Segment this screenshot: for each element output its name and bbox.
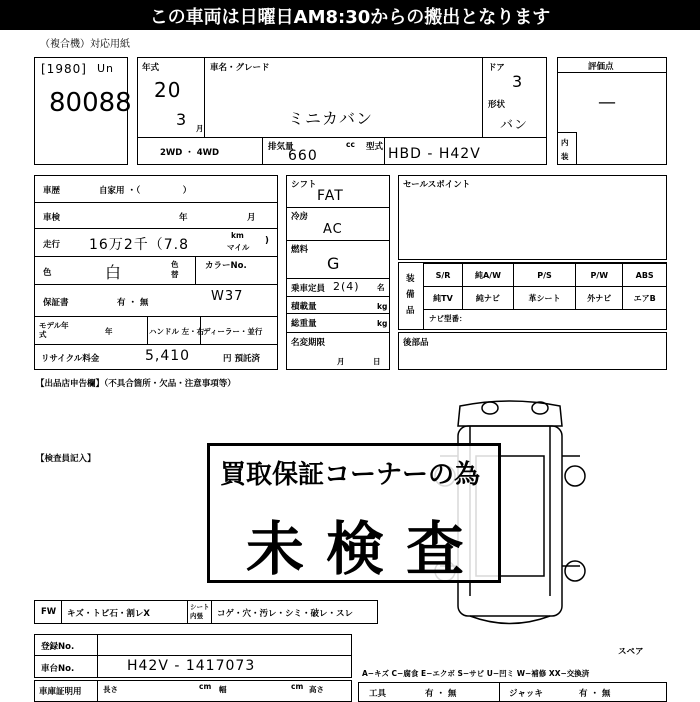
equip-navi: 純ナビ <box>463 287 514 310</box>
year-month-unit: 月 <box>196 124 204 133</box>
registration-label: 登録No. <box>41 642 75 652</box>
cert-width-unit: cm <box>291 682 304 691</box>
equipment-table <box>423 263 667 310</box>
model-year-year: 年 <box>105 327 113 336</box>
displacement-unit: cc <box>346 140 355 149</box>
stock-suffix: Un <box>97 62 115 75</box>
header-line: （複合機）対応用紙 <box>40 39 130 50</box>
recycle-unit: 円 預託済 <box>223 354 260 364</box>
weight-unit: kg <box>377 319 388 328</box>
mileage-close: ) <box>265 236 269 246</box>
color-no-label: カラーNo. <box>205 261 247 271</box>
banner-text: この車両は日曜日AM8:30からの搬出となります <box>149 7 551 28</box>
equip-ext-navi: 外ナビ <box>576 287 623 310</box>
equipment-label: 装備品 <box>406 274 415 316</box>
tools-box <box>358 682 667 702</box>
equip-sr: S/R <box>424 264 463 287</box>
interior-label: 内装 <box>561 138 569 161</box>
score-label: 評価点 <box>588 62 614 72</box>
mileage-label: 走行 <box>43 240 61 250</box>
warranty-label: 保証書 <box>43 298 69 308</box>
model-value: HBD - H42V <box>388 146 481 162</box>
capacity-unit: 名 <box>377 283 385 292</box>
inspection-month: 月 <box>247 213 256 223</box>
stock-code: [1980] <box>41 62 87 76</box>
recycle-value: 5,410 <box>145 348 191 364</box>
registration-box <box>34 634 352 678</box>
rear-seat-box <box>398 332 667 370</box>
cert-box <box>34 680 352 702</box>
capacity-label: 乗車定員 <box>291 284 326 294</box>
name-change-label: 名変期限 <box>291 338 326 348</box>
equip-ps: P/S <box>513 264 575 287</box>
equip-airbag: エアB <box>623 287 667 310</box>
equipment-box <box>398 262 667 330</box>
cert-label: 車庫証明用 <box>39 687 82 697</box>
color-change-label: 色替 <box>171 260 179 279</box>
door-value: 3 <box>512 72 524 91</box>
fuel-value: G <box>327 254 341 273</box>
capacity-value: 2(4) <box>333 280 360 293</box>
jack-value: 有 ・ 無 <box>579 689 611 699</box>
load-label: 積載量 <box>291 302 317 312</box>
cert-width: 幅 <box>219 685 227 694</box>
inspection-label: 車検 <box>43 213 61 223</box>
fuel-label: 燃料 <box>291 245 309 255</box>
legend-box <box>34 600 378 624</box>
name-value: ミニカバン <box>288 109 374 128</box>
equipment-navi: ナビ型番： <box>429 314 467 323</box>
color-no-value: W37 <box>211 289 244 304</box>
name-change-day: 日 <box>373 357 381 366</box>
color-label: 色 <box>43 268 52 278</box>
inspector-label: 【検査員記入】 <box>36 454 96 464</box>
history-value: 自家用 ・（ ） <box>99 186 192 196</box>
warranty-value: 有 ・ 無 <box>117 298 149 308</box>
mileage-mile: マイル <box>227 243 250 252</box>
score-value: — <box>598 92 617 113</box>
legend-seat: シート内張 <box>190 603 210 620</box>
cert-len-unit: cm <box>199 682 212 691</box>
shift-label: シフト <box>291 180 317 190</box>
tools-label: 工具 <box>369 689 387 699</box>
cert-height: 高さ <box>309 685 324 694</box>
sales-point-box <box>398 175 667 260</box>
vehicle-info-box <box>137 57 547 165</box>
color-value: 白 <box>105 263 123 282</box>
equip-aw: 純A/W <box>463 264 514 287</box>
stamp-line1: 買取保証コーナーの為 <box>220 460 481 490</box>
legend-seat-text: コゲ・穴・汚レ・シミ・破レ・スレ <box>217 609 354 619</box>
cert-len: 長さ <box>103 685 118 694</box>
recycle-label: リサイクル料金 <box>41 354 100 364</box>
ac-value: AC <box>323 222 343 237</box>
rear-seat-label: 後部品 <box>403 338 429 348</box>
model-year-handle: ハンドル 左・右 <box>149 327 205 336</box>
chassis-value: H42V - 1417073 <box>127 658 256 674</box>
legend-fw-text: キズ・トビ石・割レX <box>67 609 150 619</box>
equip-pw: P/W <box>576 264 623 287</box>
ac-label: 冷房 <box>291 212 309 222</box>
year-month: 3 <box>176 110 188 129</box>
door-label: ドア <box>488 63 505 73</box>
spec-box <box>286 175 390 370</box>
model-year-label: モデル年式 <box>39 321 69 339</box>
displacement-value: 660 <box>288 148 318 164</box>
legend-fw: FW <box>41 607 57 617</box>
weight-label: 総重量 <box>291 319 317 329</box>
spare-label: スペア <box>618 647 644 657</box>
year-label: 年式 <box>142 63 160 73</box>
shape-label: 形状 <box>488 100 506 110</box>
model-year-dealer: ディーラー・並行 <box>203 327 263 336</box>
stamp-line2: 未検査 <box>246 515 487 583</box>
mileage-value: 16万2千（7.8 <box>89 237 189 253</box>
load-unit: kg <box>377 302 388 311</box>
stamp-box <box>207 443 501 583</box>
top-banner <box>0 0 700 30</box>
history-label: 車歴 <box>43 186 61 196</box>
tools-value: 有 ・ 無 <box>425 689 457 699</box>
store-notes-label: 【出品店申告欄】（不具合箇所・欠品・注意事項等） <box>36 379 236 389</box>
mileage-km: km <box>231 231 244 240</box>
jack-label: ジャッキ <box>509 689 543 699</box>
inspection-year: 年 <box>179 213 188 223</box>
drive-label: 2WD ・ 4WD <box>160 148 220 158</box>
chassis-label: 車台No. <box>41 664 75 674</box>
equip-leather: 革シート <box>513 287 575 310</box>
name-label: 車名・グレード <box>210 63 270 73</box>
model-label: 型式 <box>366 142 384 152</box>
shift-value: FAT <box>317 188 344 204</box>
stock-box <box>34 57 132 165</box>
sales-point-label: セールスポイント <box>403 180 471 190</box>
codes-text: A−キズ C−腐食 E−エクボ S−サビ U−凹ミ W−補修 XX−交換済 <box>362 669 590 678</box>
score-box <box>557 57 667 165</box>
vehicle-details-box <box>34 175 278 370</box>
equip-tv: 純TV <box>424 287 463 310</box>
stock-number: 80088 <box>49 88 132 118</box>
equip-abs: ABS <box>623 264 667 287</box>
shape-value: バン <box>500 118 529 133</box>
name-change-month: 月 <box>337 357 345 366</box>
year-era: 20 <box>154 78 182 102</box>
displacement-label: 排気量 <box>268 142 294 152</box>
